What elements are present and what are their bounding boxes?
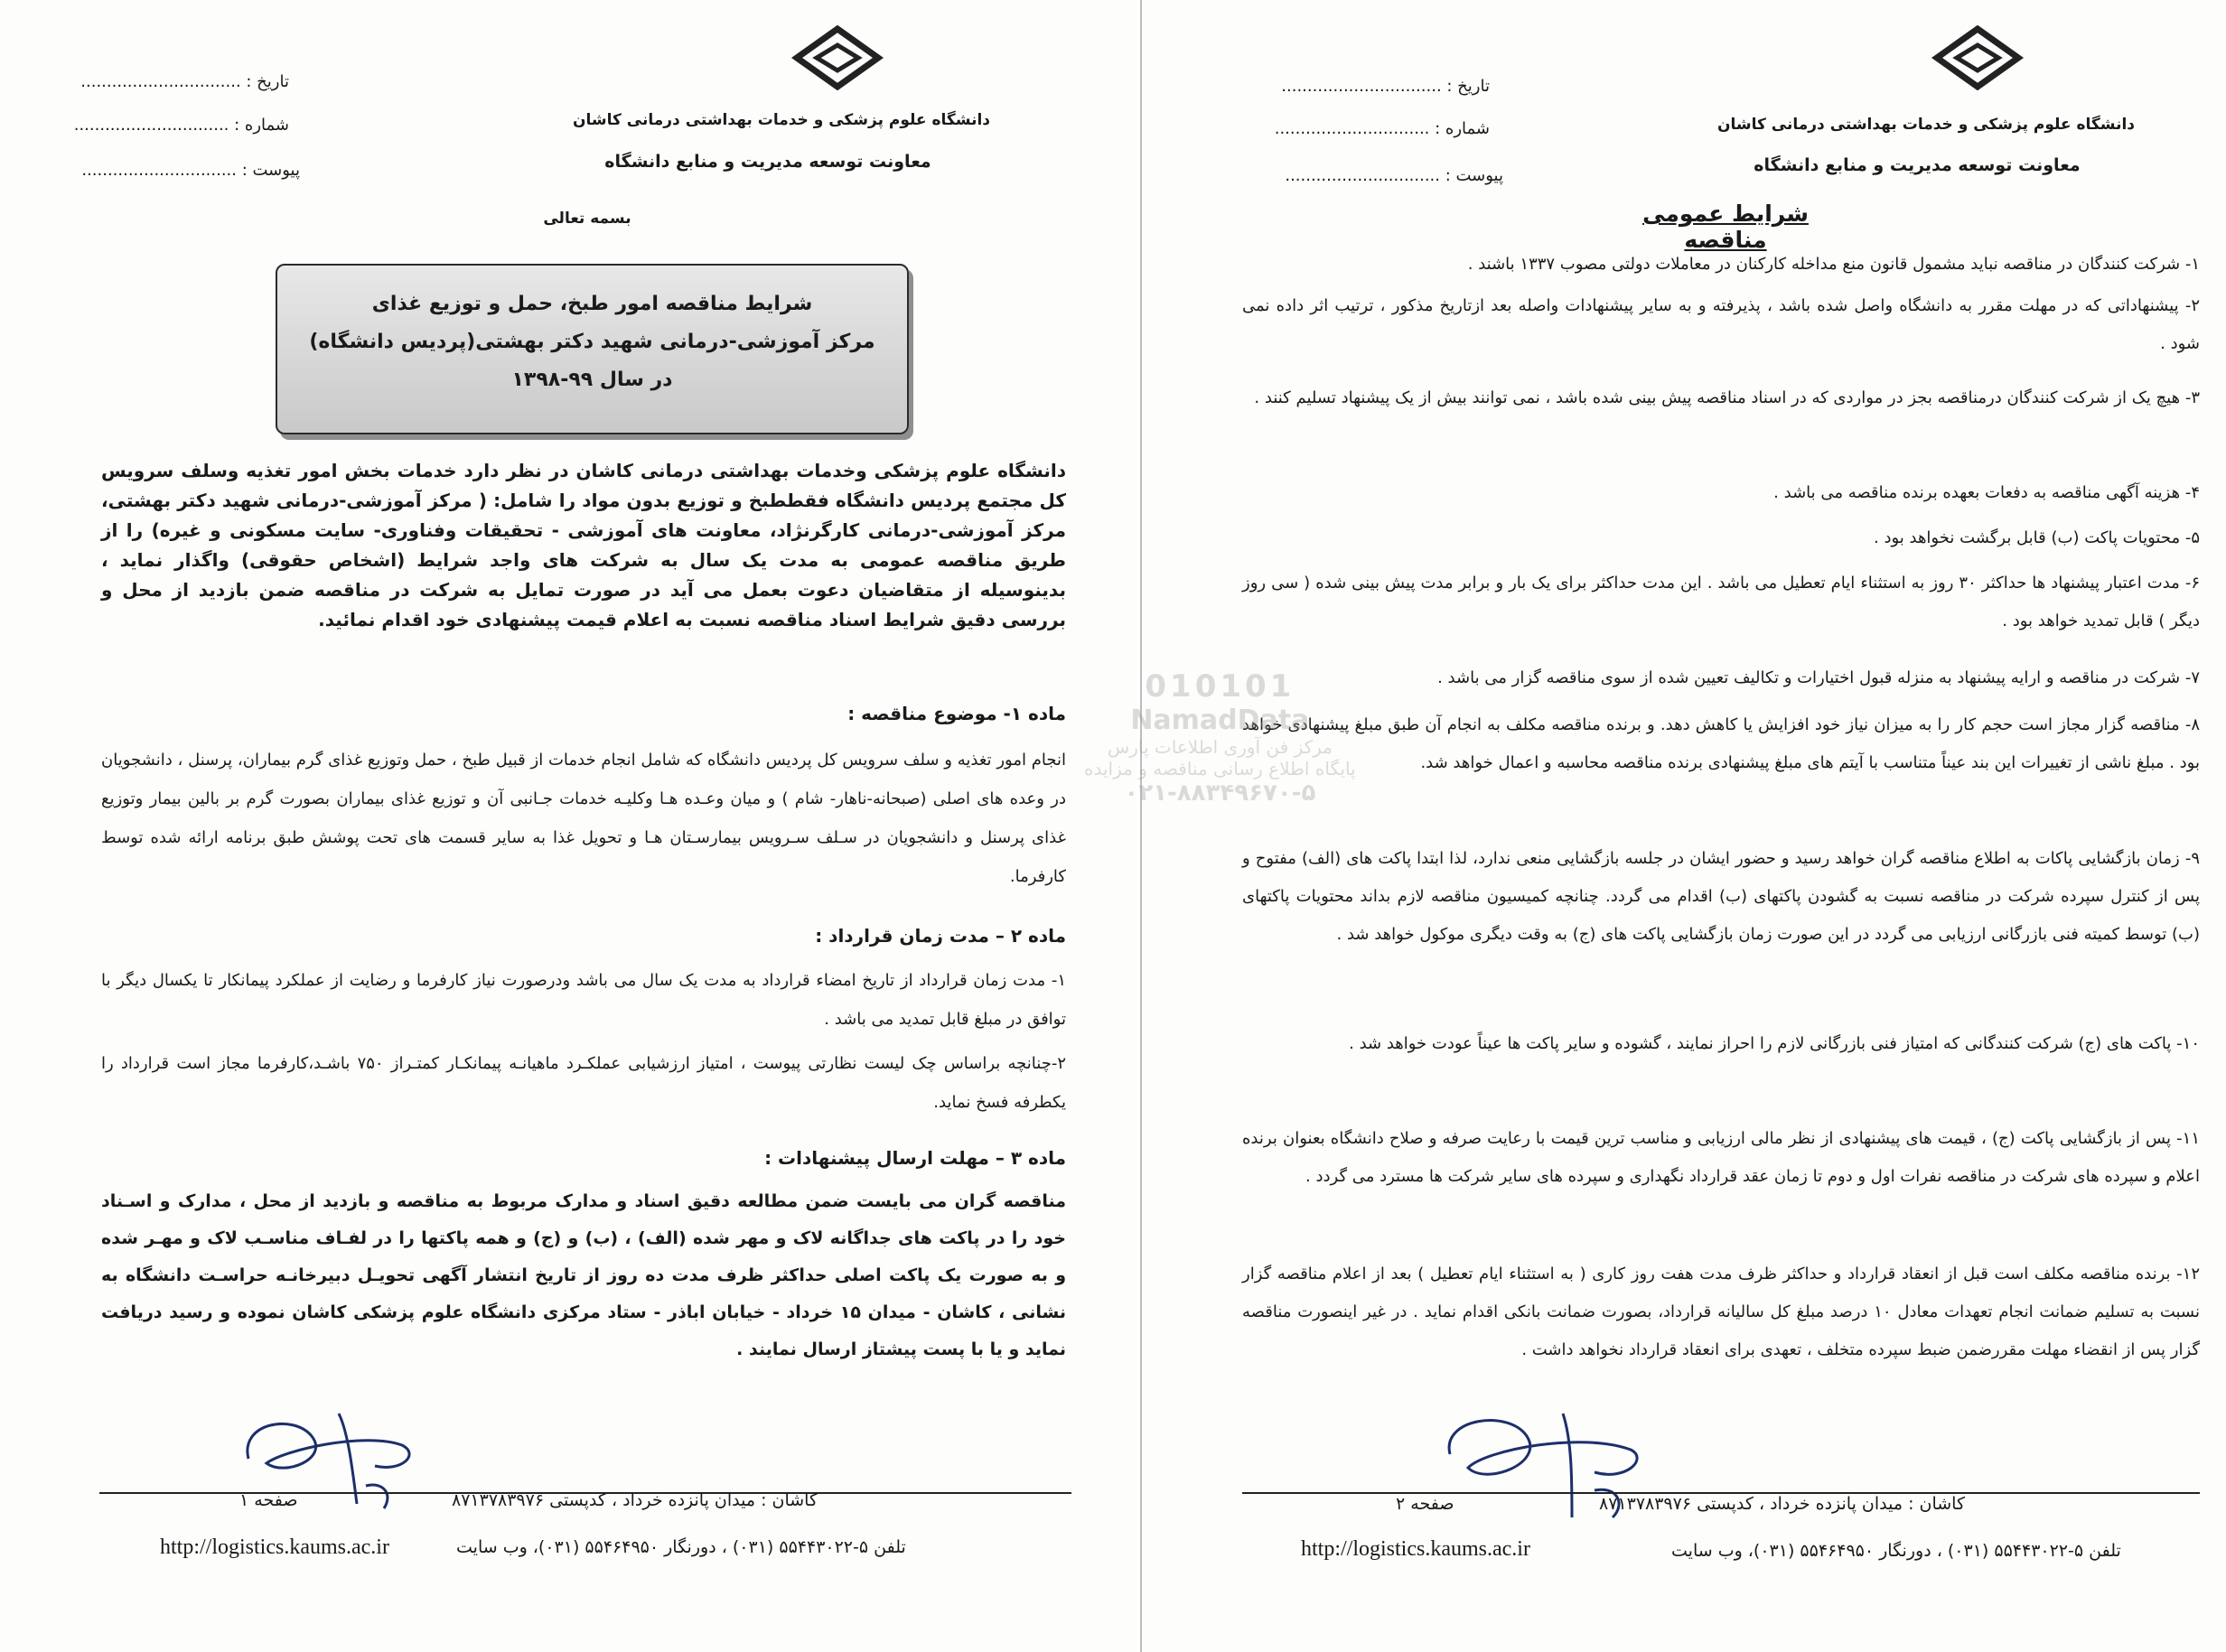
condition-item-11: ۱۱- پس از بازگشایی پاکت (ج) ، قیمت های پیشنهادی از نظر مالی ارزیابی و مناسب ترین قیمت با رعایت صرفه و صلاح دانشگاه بعنوان برنده اعلام و سپرده های شرکت در مناقصه نفرات اول و دوم تا زمان عقد قرارداد نگهداری و سپرده های سایر شرکت ها مسترد می گردد . [1242, 1129, 2200, 1186]
general-conditions-title: شرایط عمومی مناقصه [1642, 201, 1809, 253]
page-number: صفحه ۱ [239, 1490, 298, 1510]
tender-title-line-3: در سال ۹۹-۱۳۹۸ [511, 369, 673, 391]
condition-item-8: ۸- مناقصه گزار مجاز است حجم کار را به میزان نیاز خود افزایش یا کاهش دهد. و برنده مناقصه مکلف به انجام آن طبق مبلغ پیشنهادی خواهد بود . مبلغ ناشی از تغییرات این بند عیناً متناسب با آیتم های مبلغ پیشنهادی برنده مناقصه محاسبه و اعمال خواهد شد. [1242, 715, 2200, 772]
condition-item-2: ۲- پیشنهاداتی که در مهلت مقرر به دانشگاه واصل شده باشد ، پذیرفته و به سایر پیشنهادات واصله بعد ازتاریخ مذکور ، ترتیب اثر داده نمی شود . [1242, 296, 2200, 353]
department-name: معاونت توسعه مدیریت و منابع دانشگاه [604, 152, 931, 172]
date-field: تاریخ : ............................... [1281, 77, 1490, 96]
besmellah: بسمه تعالی [543, 210, 631, 228]
condition-item-7: ۷- شرکت در مناقصه و ارایه پیشنهاد به منزله قبول اختیارات و تکالیف تعیین شده از سوی مناقصه گزار می باشد . [1437, 668, 2200, 687]
university-logo-icon [788, 25, 887, 90]
watermark-phone: ۰۲۱-۸۸۳۴۹۶۷۰-۵ [1124, 779, 1316, 807]
condition-item-1: ۱- شرکت کنندگان در مناقصه نباید مشمول قانون منع مداخله کارکنان در معاملات دولتی مصوب ۱۳۳۷ باشند . [1467, 255, 2200, 274]
page-number: صفحه ۲ [1396, 1494, 1454, 1514]
condition-item-9: ۹- زمان بازگشایی پاکات به اطلاع مناقصه گران خواهد رسید و حضور ایشان در جلسه بازگشایی منعی ندارد، لذا ابتدا پاکت های (الف) مفتوح و پس از کنترل سپرده شرکت در مناقصه نسبت به گشودن پاکتهای (ب) اقدام می گردد. چنانچه کمیسیون مناقصه لازم بداند محتویات پاکتهای (ب) توسط کمیته فنی بازرگانی ارزیابی می گردد در این صورت زمان بازگشایی پاکت های (ج) به وقت دیگری موکول خواهد شد . [1242, 849, 2200, 944]
tender-title-line-2: مرکز آموزشی-درمانی شهید دکتر بهشتی(پردیس دانشگاه) [309, 331, 875, 353]
condition-item-5: ۵- محتویات پاکت (ب) قابل برگشت نخواهد بود . [1874, 528, 2200, 547]
watermark-brand: NamadData [1130, 705, 1310, 736]
article-2-item-1: ۱- مدت زمان قرارداد از تاریخ امضاء قرارداد به مدت یک سال می باشد ودرصورت نیاز کارفرما و رضایت از عملکرد پیمانکار تا یکسال دیگر با توافق در مبلغ قابل تمدید می باشد . [101, 971, 1066, 1029]
footer-address: کاشان : میدان پانزده خرداد ، کدپستی ۸۷۱۳۷۸۳۹۷۶ [1599, 1494, 1966, 1514]
intro-paragraph: دانشگاه علوم پزشکی وخدمات بهداشتی درمانی کاشان در نظر دارد خدمات بخش امور تغذیه وسلف سرویس کل مجتمع پردیس دانشگاه فقططبخ و توزیع بدون مواد را شامل: ( مرکز آموزشی-درمانی شهید دکتر بهشتی، مرکز آموزشی-درمانی کارگرنژاد، معاونت های آموزشی - تحقیقات وفناوری- سایت مسکونی و غیره) را از طریق مناقصه عمومی به مدت یک سال به شرکت های واجد شرایط (اشخاص حقوقی) واگذار نماید ، بدینوسیله از متقاضیان دعوت بعمل می آید در صورت تمایل به شرکت در مناقصه ضمن بازدید از محل و بررسی دقیق شرایط اسناد مناقصه نسبت به اعلام قیمت پیشنهادی خود اقدام نمائید. [101, 460, 1066, 630]
article-1-title: ماده ۱- موضوع مناقصه : [847, 703, 1066, 724]
university-logo-icon [1928, 25, 2027, 90]
watermark-line-2: پایگاه اطلاع رسانی مناقصه و مزایده [1084, 758, 1356, 779]
article-1-text: انجام امور تغذیه و سلف سرویس کل پردیس دانشگاه که شامل انجام خدمات از قبیل طبخ ، حمل وتوزیع غذای گرم بیماران، پرسنل ، دانشجویان در وعده های اصلی (صبحانه-ناهار- شام ) و میان وعـده هـا وکلیـه خدمات جـانبی آن و توزیع غذای بیماران بصورت گرم بر بالین بیمار وتوزیع غذای پرسنل و دانشجویان در سـلف سـرویس بیمارسـتان هـا و تحویل غذا به سایر قسمت های تحت پوشش طبق برنامه ارائه شده توسط کارفرما. [101, 751, 1066, 886]
footer-address: کاشان : میدان پانزده خرداد ، کدپستی ۸۷۱۳۷۸۳۹۷۶ [452, 1490, 818, 1510]
article-2-title: ماده ۲ – مدت زمان قرارداد : [815, 925, 1066, 947]
condition-item-10: ۱۰- پاکت های (ج) شرکت کنندگانی که امتیاز فنی بازرگانی لازم را احراز نمایند ، گشوده و سایر پاکت ها عیناً عودت خواهد شد . [1349, 1034, 2200, 1053]
university-name: دانشگاه علوم پزشکی و خدمات بهداشتی درمانی کاشان [572, 111, 991, 129]
attachment-field: پیوست : .............................. [1285, 166, 1503, 185]
department-name: معاونت توسعه مدیریت و منابع دانشگاه [1754, 155, 2081, 175]
watermark-binary: 010101 [1145, 668, 1295, 705]
attachment-field: پیوست : .............................. [81, 161, 300, 180]
website-link[interactable]: http://logistics.kaums.ac.ir [1301, 1537, 1530, 1561]
condition-item-3: ۳- هیچ یک از شرکت کنندگان درمناقصه بجز در مواردی که در اسناد مناقصه پیش بینی شده باشد ، نمی توانند بیش از یک پیشنهاد تسلیم کنند . [1254, 388, 2200, 407]
article-3-text: مناقصه گران می بایست ضمن مطالعه دقیق اسناد و مدارک مربوط به مناقصه و بازدید از محل ، مدارک و اسـناد خود را در پاکت های جداگانه لاک و مهر شده (الف) ، (ب) و (ج) و همه پاکتها را در لفـاف مناسـب لاک و مهـر شده و به صورت یک پاکت اصلی حداکثر ظرف مدت ده روز از تاریخ انتشار آگهی تحویـل دبیرخانـه حراسـت دانشگاه به نشانی ، کاشان - میدان ۱۵ خرداد - خیابان اباذر - ستاد مرکزی دانشگاه علوم پزشکی کاشان نموده و رسید دریافت نماید و یا با پست پیشتاز ارسال نمایند . [101, 1191, 1066, 1359]
article-3-title: ماده ۳ – مهلت ارسال پیشنهادات : [764, 1147, 1066, 1169]
date-field: تاریخ : ............................... [80, 72, 289, 91]
university-name: دانشگاه علوم پزشکی و خدمات بهداشتی درمانی کاشان [1716, 116, 2136, 134]
condition-item-12: ۱۲- برنده مناقصه مکلف است قبل از انعقاد قرارداد و حداکثر ظرف مدت هفت روز کاری ( به استثناء ایام تعطیل ) بعد از اعلام مناقصه گزار نسبت به تسلیم ضمانت انجام تعهدات معادل ۱۰ درصد مبلغ کل سالیانه قرارداد، بصورت ضمانت بانکی اقدام نماید . در غیر اینصورت مناقصه گزار پس از انقضاء مهلت مقررضمن ضبط سپرده متخلف ، تعهدی برای انعقاد قرارداد نخواهد داشت . [1242, 1265, 2200, 1359]
condition-item-4: ۴- هزینه آگهی مناقصه به دفعات بعهده برنده مناقصه می باشد . [1773, 483, 2200, 502]
footer-phone: تلفن ۵-۵۵۴۴۳۰۲۲ (۰۳۱) ، دورنگار ۵۵۴۶۴۹۵۰ (۰۳۱)، وب سایت [1671, 1541, 2121, 1561]
tender-title-box [276, 264, 909, 434]
tender-title-line-1: شرایط مناقصه امور طبخ، حمل و توزیع غذای [371, 293, 813, 315]
article-2-item-2: ۲-چنانچه براساس چک لیست نظارتی پیوست ، امتیاز ارزشیابی عملکـرد ماهیانـه پیمانکـار کمتـراز ۷۵۰ باشـد،کارفرما مجاز است قرارداد را یکطرفه فسخ نماید. [101, 1054, 1066, 1112]
number-field: شماره : .............................. [1274, 119, 1490, 138]
watermark [1084, 668, 1356, 807]
number-field: شماره : .............................. [73, 116, 289, 135]
condition-item-6: ۶- مدت اعتبار پیشنهاد ها حداکثر ۳۰ روز به استثناء ایام تعطیل می باشد . این مدت حداکثر برای یک بار و برابر مدت پیش بینی شده ( سی روز دیگر ) قابل تمدید خواهد بود . [1242, 574, 2200, 630]
website-link[interactable]: http://logistics.kaums.ac.ir [160, 1535, 389, 1559]
watermark-line-1: مرکز فن آوری اطلاعات پارس [1107, 736, 1333, 758]
footer-phone: تلفن ۵-۵۵۴۴۳۰۲۲ (۰۳۱) ، دورنگار ۵۵۴۶۴۹۵۰ (۰۳۱)، وب سایت [456, 1537, 906, 1557]
